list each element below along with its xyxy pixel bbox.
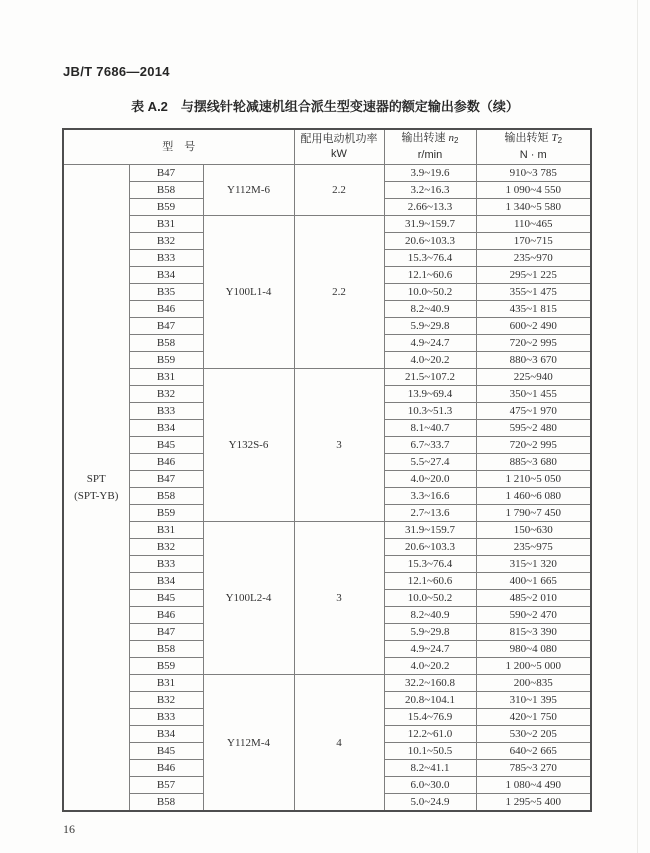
speed-cell: 4.0~20.0: [384, 471, 476, 488]
speed-cell: 32.2~160.8: [384, 675, 476, 692]
col-header-model: [63, 129, 294, 165]
power-header-label: 配用电动机功率: [300, 133, 378, 145]
torque-cell: 235~975: [476, 539, 591, 556]
speed-cell: 21.5~107.2: [384, 369, 476, 386]
model-cell: B58: [129, 641, 203, 658]
table-row: [63, 216, 591, 233]
motor-cell: Y112M-6: [203, 165, 294, 216]
speed-cell: 15.3~76.4: [384, 250, 476, 267]
speed-cell: 4.9~24.7: [384, 641, 476, 658]
model-cell: B59: [129, 199, 203, 216]
torque-cell: 485~2 010: [476, 590, 591, 607]
speed-cell: 20.6~103.3: [384, 233, 476, 250]
torque-cell: 315~1 320: [476, 556, 591, 573]
speed-cell: 4.0~20.2: [384, 658, 476, 675]
torque-cell: 200~835: [476, 675, 591, 692]
model-cell: B45: [129, 590, 203, 607]
torque-cell: 225~940: [476, 369, 591, 386]
model-cell: B32: [129, 692, 203, 709]
torque-header-label: 输出转矩: [504, 132, 549, 144]
speed-symbol-sub: 2: [454, 136, 459, 145]
torque-cell: 355~1 475: [476, 284, 591, 301]
model-cell: B47: [129, 624, 203, 641]
torque-cell: 295~1 225: [476, 267, 591, 284]
speed-cell: 5.9~29.8: [384, 318, 476, 335]
model-cell: B32: [129, 539, 203, 556]
torque-cell: 1 460~6 080: [476, 488, 591, 505]
model-cell: B31: [129, 216, 203, 233]
motor-cell: Y100L2-4: [203, 522, 294, 675]
speed-cell: 3.9~19.6: [384, 165, 476, 182]
col-header-power: [294, 129, 384, 165]
speed-cell: 2.66~13.3: [384, 199, 476, 216]
torque-cell: 170~715: [476, 233, 591, 250]
torque-cell: 720~2 995: [476, 437, 591, 454]
torque-cell: 350~1 455: [476, 386, 591, 403]
model-cell: B34: [129, 420, 203, 437]
speed-cell: 10.1~50.5: [384, 743, 476, 760]
speed-cell: 12.2~61.0: [384, 726, 476, 743]
torque-cell: 1 080~4 490: [476, 777, 591, 794]
model-cell: B58: [129, 488, 203, 505]
speed-cell: 5.9~29.8: [384, 624, 476, 641]
speed-cell: 10.3~51.3: [384, 403, 476, 420]
table-row: [63, 675, 591, 692]
torque-symbol: T: [551, 132, 558, 144]
motor-cell: Y100L1-4: [203, 216, 294, 369]
table-label: 表 A.2: [131, 99, 168, 114]
model-cell: B34: [129, 726, 203, 743]
torque-cell: 885~3 680: [476, 454, 591, 471]
torque-symbol-sub: 2: [557, 136, 563, 145]
speed-cell: 3.2~16.3: [384, 182, 476, 199]
speed-cell: 3.3~16.6: [384, 488, 476, 505]
doc-code: JB/T 7686—2014: [63, 64, 170, 79]
model-cell: B32: [129, 233, 203, 250]
torque-cell: 400~1 665: [476, 573, 591, 590]
speed-cell: 10.0~50.2: [384, 284, 476, 301]
speed-cell: 12.1~60.6: [384, 267, 476, 284]
torque-cell: 1 090~4 550: [476, 182, 591, 199]
power-cell: 3: [294, 522, 384, 675]
model-cell: B31: [129, 369, 203, 386]
model-cell: B47: [129, 471, 203, 488]
torque-cell: 815~3 390: [476, 624, 591, 641]
speed-cell: 13.9~69.4: [384, 386, 476, 403]
torque-cell: 880~3 670: [476, 352, 591, 369]
motor-cell: Y112M-4: [203, 675, 294, 812]
torque-cell: 640~2 665: [476, 743, 591, 760]
speed-header-unit: r/min: [417, 149, 443, 161]
speed-cell: 5.5~27.4: [384, 454, 476, 471]
torque-cell: 150~630: [476, 522, 591, 539]
speed-cell: 4.0~20.2: [384, 352, 476, 369]
model-cell: B35: [129, 284, 203, 301]
torque-cell: 310~1 395: [476, 692, 591, 709]
output-parameters-table: [62, 128, 592, 812]
series-label-line1: SPT: [86, 472, 106, 485]
torque-cell: 590~2 470: [476, 607, 591, 624]
speed-cell: 8.2~40.9: [384, 301, 476, 318]
torque-cell: 530~2 205: [476, 726, 591, 743]
speed-symbol: n: [448, 132, 455, 144]
speed-cell: 10.0~50.2: [384, 590, 476, 607]
torque-cell: 1 790~7 450: [476, 505, 591, 522]
speed-cell: 6.0~30.0: [384, 777, 476, 794]
model-cell: B46: [129, 454, 203, 471]
torque-cell: 980~4 080: [476, 641, 591, 658]
torque-cell: 1 200~5 000: [476, 658, 591, 675]
model-cell: B58: [129, 794, 203, 812]
table-title: [0, 96, 650, 115]
model-cell: B59: [129, 658, 203, 675]
page-number: 16: [63, 822, 75, 836]
torque-cell: 600~2 490: [476, 318, 591, 335]
model-cell: B33: [129, 403, 203, 420]
speed-cell: 12.1~60.6: [384, 573, 476, 590]
torque-cell: 910~3 785: [476, 165, 591, 182]
motor-cell: Y132S-6: [203, 369, 294, 522]
torque-cell: 1 295~5 400: [476, 794, 591, 812]
model-cell: B31: [129, 522, 203, 539]
model-cell: B33: [129, 556, 203, 573]
model-cell: B46: [129, 760, 203, 777]
power-cell: 2.2: [294, 216, 384, 369]
speed-cell: 15.3~76.4: [384, 556, 476, 573]
speed-cell: 20.6~103.3: [384, 539, 476, 556]
table-row: [63, 165, 591, 182]
model-cell: B47: [129, 318, 203, 335]
torque-cell: 785~3 270: [476, 760, 591, 777]
torque-cell: 235~970: [476, 250, 591, 267]
speed-cell: 31.9~159.7: [384, 216, 476, 233]
col-header-speed: [384, 129, 476, 165]
power-header-unit: kW: [331, 148, 347, 160]
speed-cell: 15.4~76.9: [384, 709, 476, 726]
model-cell: B59: [129, 352, 203, 369]
torque-cell: 1 210~5 050: [476, 471, 591, 488]
model-cell: B31: [129, 675, 203, 692]
series-label-cell: [63, 165, 129, 812]
table-body: [63, 165, 591, 812]
model-cell: B59: [129, 505, 203, 522]
model-cell: B58: [129, 335, 203, 352]
torque-cell: 595~2 480: [476, 420, 591, 437]
speed-cell: 8.1~40.7: [384, 420, 476, 437]
model-header-label: 型 号: [162, 140, 196, 153]
col-header-torque: [476, 129, 591, 165]
speed-cell: 31.9~159.7: [384, 522, 476, 539]
speed-cell: 8.2~40.9: [384, 607, 476, 624]
model-cell: B45: [129, 437, 203, 454]
model-cell: B47: [129, 165, 203, 182]
header-row: [63, 129, 591, 165]
model-cell: B33: [129, 709, 203, 726]
model-cell: B46: [129, 301, 203, 318]
speed-cell: 2.7~13.6: [384, 505, 476, 522]
series-label-line2: (SPT-YB): [74, 489, 119, 502]
model-cell: B32: [129, 386, 203, 403]
torque-cell: 435~1 815: [476, 301, 591, 318]
table-row: [63, 522, 591, 539]
speed-cell: 5.0~24.9: [384, 794, 476, 812]
table-title-text: 与摆线针轮减速机组合派生型变速器的额定输出参数（续）: [180, 99, 519, 114]
model-cell: B57: [129, 777, 203, 794]
model-cell: B34: [129, 267, 203, 284]
model-cell: B58: [129, 182, 203, 199]
model-cell: B46: [129, 607, 203, 624]
torque-cell: 1 340~5 580: [476, 199, 591, 216]
torque-cell: 475~1 970: [476, 403, 591, 420]
model-cell: B33: [129, 250, 203, 267]
power-cell: 3: [294, 369, 384, 522]
speed-cell: 20.8~104.1: [384, 692, 476, 709]
table-row: [63, 369, 591, 386]
model-cell: B45: [129, 743, 203, 760]
speed-cell: 4.9~24.7: [384, 335, 476, 352]
power-cell: 2.2: [294, 165, 384, 216]
torque-cell: 110~465: [476, 216, 591, 233]
torque-header-unit: N · m: [519, 149, 547, 161]
torque-cell: 720~2 995: [476, 335, 591, 352]
speed-cell: 6.7~33.7: [384, 437, 476, 454]
speed-cell: 8.2~41.1: [384, 760, 476, 777]
power-cell: 4: [294, 675, 384, 812]
scan-edge-line: [637, 0, 638, 853]
torque-cell: 420~1 750: [476, 709, 591, 726]
speed-header-label: 输出转速: [401, 132, 446, 144]
model-cell: B34: [129, 573, 203, 590]
